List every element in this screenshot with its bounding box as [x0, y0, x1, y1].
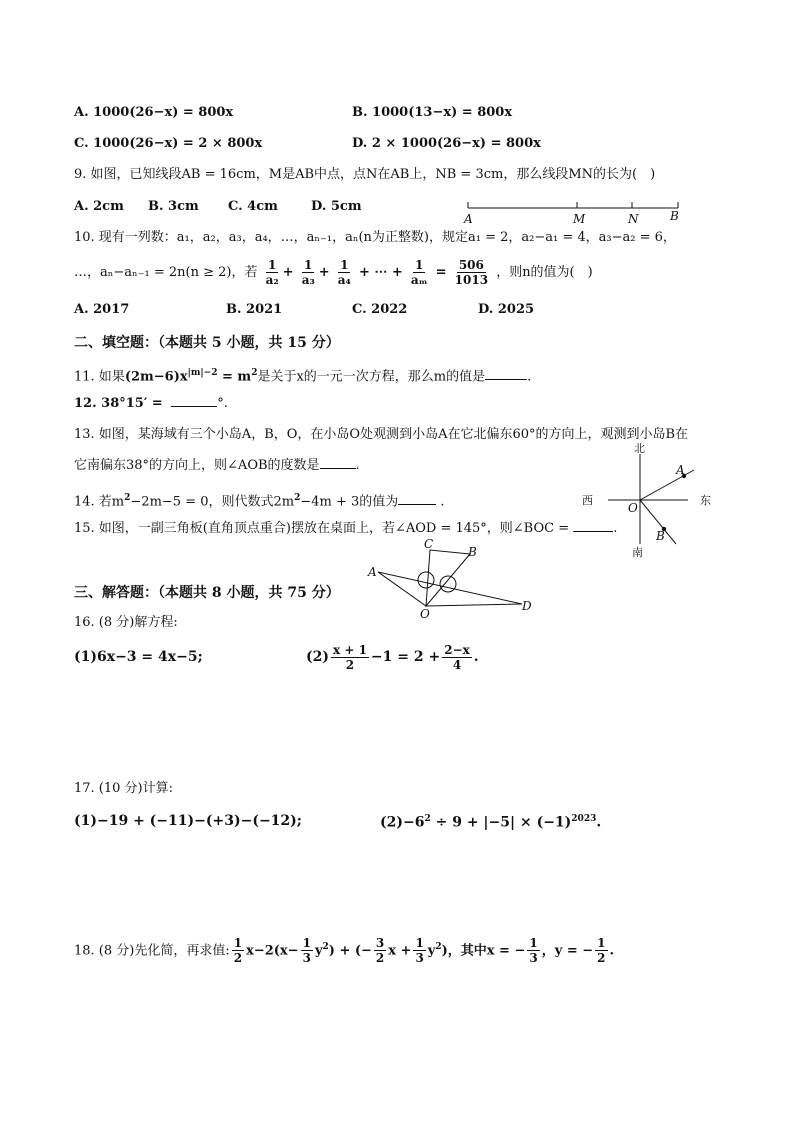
q15-triangle-figure [362, 536, 542, 622]
q16-stem: 16. (8 分)解方程: [74, 615, 178, 630]
q18-f2-num: 1 [302, 936, 311, 951]
q9-option-d: D. 5cm [311, 199, 362, 214]
q18-expr-g: )，其中x = − [441, 943, 526, 959]
q18-expr-f: y [427, 943, 436, 959]
label-o: O [628, 501, 638, 515]
q16-part-2 [306, 640, 479, 674]
q10-ellipsis: + ⋯ + [358, 265, 403, 280]
q16-p2-f2-den: 4 [452, 657, 462, 672]
q18-fraction-3 [374, 936, 386, 965]
q10-fraction-4 [409, 258, 430, 287]
label-a: A [676, 463, 685, 477]
q16-p2-f1-den: 2 [345, 657, 355, 672]
q18-f3-den: 2 [375, 951, 385, 966]
right-angle-mark-2 [440, 576, 456, 592]
q10-stem-line1: 10. 现有一列数：a₁，a₂，a₃，a₄，…，aₙ₋₁，aₙ(n为正整数)，规定a₁ = 2，a₂−a₁ = 4，a₃−a₂ = 6， [74, 230, 676, 245]
q10-f4-num: 1 [415, 258, 424, 272]
q18-expr-h: ，y = − [541, 943, 594, 959]
q16-part-1: (1)6x−3 = 4x−5; [74, 649, 203, 665]
q18-f1-den: 2 [233, 951, 243, 966]
q18-end: . [609, 943, 615, 959]
q18-expr-e: x + [388, 943, 412, 959]
q10-option-d: D. 2025 [478, 302, 535, 317]
q11-text-c: 是关于x的一元一次方程，那么m的值是 [257, 369, 486, 385]
section-3-heading: 三、解答题：（本题共 8 小题，共 75 分） [74, 585, 340, 601]
q18-expr-b: x−2(x− [246, 943, 299, 959]
q10-fraction-1 [264, 258, 281, 287]
q15-answer-blank[interactable] [573, 531, 613, 532]
right-angle-mark-1 [418, 572, 434, 588]
q9-option-b: B. 3cm [148, 199, 199, 214]
q14-text-c: −4m + 3的值为 [300, 494, 399, 510]
q12-answer-blank[interactable] [171, 406, 217, 407]
q13-end: . [355, 458, 360, 473]
q14-text-a: 14. 若m [74, 494, 125, 510]
q10-f5-den: 1013 [454, 273, 489, 287]
q10-stem-part-b: ，则n的值为( ) [496, 265, 593, 280]
q15-end: . [613, 521, 618, 536]
q10-fraction-5 [453, 258, 490, 287]
q18-f1-num: 1 [233, 936, 243, 951]
q8-option-c: C. 1000(26−x) = 2 × 800x [74, 136, 263, 151]
q9-option-a: A. 2cm [74, 199, 124, 214]
q9-stem: 9. 如图，已知线段AB = 16cm，M是AB中点，点N在AB上，NB = 3cm，那么线段MN的长为( ) [74, 167, 656, 182]
q16-p2-label: (2) [306, 649, 329, 665]
label-m: M [573, 212, 586, 226]
q17-p2-exponent: 2 [424, 814, 431, 824]
q16-p2-mid: −1 = 2 + [370, 649, 441, 665]
q14-answer-blank[interactable] [398, 504, 436, 505]
q12-end: °. [217, 396, 228, 411]
q10-f2-num: 1 [304, 258, 313, 272]
q18-stem: 18. (8 分)先化简，再求值: [74, 943, 230, 959]
q9-option-c: C. 4cm [228, 199, 278, 214]
q14-text-b: −2m−5 = 0，则代数式2m [130, 494, 295, 510]
q13-line2-text: 它南偏东38°的方向上，则∠AOB的度数是 [74, 458, 320, 473]
label-c: C [424, 537, 434, 551]
q17-part-1: (1)−19 + (−11)−(+3)−(−12); [74, 813, 302, 829]
q17-p2-b: ÷ 9 + |−5| × (−1) [430, 814, 572, 831]
label-d: D [522, 599, 532, 613]
q18-fraction-6 [595, 936, 607, 965]
q11-text-a: 11. 如果 [74, 369, 125, 385]
q18-f6-den: 2 [597, 951, 606, 966]
ray-oa [640, 470, 694, 500]
q10-fraction-3 [336, 258, 353, 287]
q11-answer-blank[interactable] [485, 379, 527, 380]
q18 [74, 930, 614, 968]
q13-line2 [74, 457, 360, 475]
q13-answer-blank[interactable] [320, 468, 356, 469]
q11-expr: (2m−6)x [124, 369, 188, 385]
label-b: B [468, 545, 477, 559]
label-east: 东 [700, 494, 711, 507]
q18-fraction-5 [527, 936, 539, 965]
q11-rhs: = m [217, 369, 252, 385]
q10-equals: = [435, 265, 447, 280]
q10-f4-den: aₘ [410, 273, 428, 287]
q18-f4-den: 3 [415, 951, 424, 966]
q17-p2-end: . [596, 814, 602, 831]
triangle-cob [426, 550, 470, 606]
q15-text: 15. 如图，一副三角板(直角顶点重合)摆放在桌面上，若∠AOD = 145°，则∠BOC = [74, 521, 574, 536]
q8-option-a: A. 1000(26−x) = 800x [74, 105, 234, 120]
q10-f1-num: 1 [267, 258, 277, 272]
q13-compass-figure [576, 440, 726, 560]
q14-end: . [436, 494, 445, 510]
q11-exponent: |m|−2 [187, 368, 218, 378]
q10-fraction-2 [300, 258, 317, 287]
q18-f4-num: 1 [415, 936, 424, 951]
q17-p2-exponent-2: 2023 [571, 814, 597, 824]
q14-exponent: 2 [124, 493, 131, 503]
q10-stem-part-a: …，aₙ−aₙ₋₁ = 2n(n ≥ 2)，若 [74, 265, 258, 280]
q18-fraction-4 [413, 936, 425, 965]
q10-f3-num: 1 [340, 258, 349, 272]
q16-p2-fraction-1 [331, 643, 369, 672]
q18-f5-den: 3 [529, 951, 538, 966]
label-north: 北 [634, 442, 645, 455]
q10-f2-den: a₃ [301, 273, 315, 287]
q16-p2-fraction-2 [442, 643, 472, 672]
q17-stem: 17. (10 分)计算: [74, 781, 174, 796]
q17-p2-a: (2)−6 [380, 814, 425, 831]
q14 [74, 489, 445, 511]
q18-f5-num: 1 [529, 936, 538, 951]
q18-f2-den: 3 [302, 951, 311, 966]
q8-option-d: D. 2 × 1000(26−x) = 800x [352, 136, 541, 151]
q10-option-a: A. 2017 [74, 302, 130, 317]
q10-f3-den: a₄ [337, 273, 351, 287]
label-a: A [464, 212, 473, 226]
q9-segment-figure [460, 196, 690, 228]
q12 [74, 395, 228, 413]
q16-p2-f1-num: x + 1 [333, 642, 367, 657]
label-b: B [670, 209, 679, 223]
q17-part-2 [380, 810, 601, 832]
q10-stem-line2: …，aₙ−aₙ₋₁ = 2n(n ≥ 2)，若 $\frac{1}{\text{a₂}}$ + $\frac{1}{\text{a₃}}$ + $\frac{1}{\text{a₄}}$ + ⋯ + $\frac{1}{\text{aₘ}}$ = $\frac{506}{1013}$ ，则n的值为( ) [74, 258, 593, 287]
q14-exponent-2: 2 [294, 493, 301, 503]
q10-option-b: B. 2021 [226, 302, 283, 317]
label-o: O [420, 607, 430, 621]
q18-expr-c: y [314, 943, 323, 959]
q16-p2-f2-num: 2−x [444, 642, 470, 657]
q8-option-b: B. 1000(13−x) = 800x [352, 105, 513, 120]
q18-fraction-1 [232, 936, 244, 965]
label-south: 南 [632, 546, 643, 559]
label-a: A [368, 565, 377, 579]
q11 [74, 364, 531, 386]
label-n: N [628, 212, 639, 226]
q18-exponent-1: 2 [322, 942, 329, 952]
q18-fraction-2 [301, 936, 313, 965]
section-2-heading: 二、填空题：（本题共 5 小题，共 15 分） [74, 335, 340, 351]
q16-p2-end: . [473, 649, 479, 665]
label-west: 西 [582, 494, 593, 507]
q12-expr: 12. 38°15′ = [74, 396, 168, 411]
q13-line1: 13. 如图，某海域有三个小岛A，B，O，在小岛O处观测到小岛A在它北偏东60°的方向上，观测到小岛B在 [74, 427, 689, 442]
q18-f6-num: 1 [597, 936, 606, 951]
label-b: B [656, 529, 665, 543]
q10-f1-den: a₂ [265, 273, 279, 287]
q18-f3-num: 3 [375, 936, 385, 951]
q11-exponent-2: 2 [251, 368, 258, 378]
q18-expr-d: ) + (− [328, 943, 372, 959]
q11-end: . [527, 369, 532, 385]
q10-option-c: C. 2022 [352, 302, 408, 317]
q10-f5-num: 506 [458, 258, 484, 272]
q18-exponent-2: 2 [435, 942, 442, 952]
